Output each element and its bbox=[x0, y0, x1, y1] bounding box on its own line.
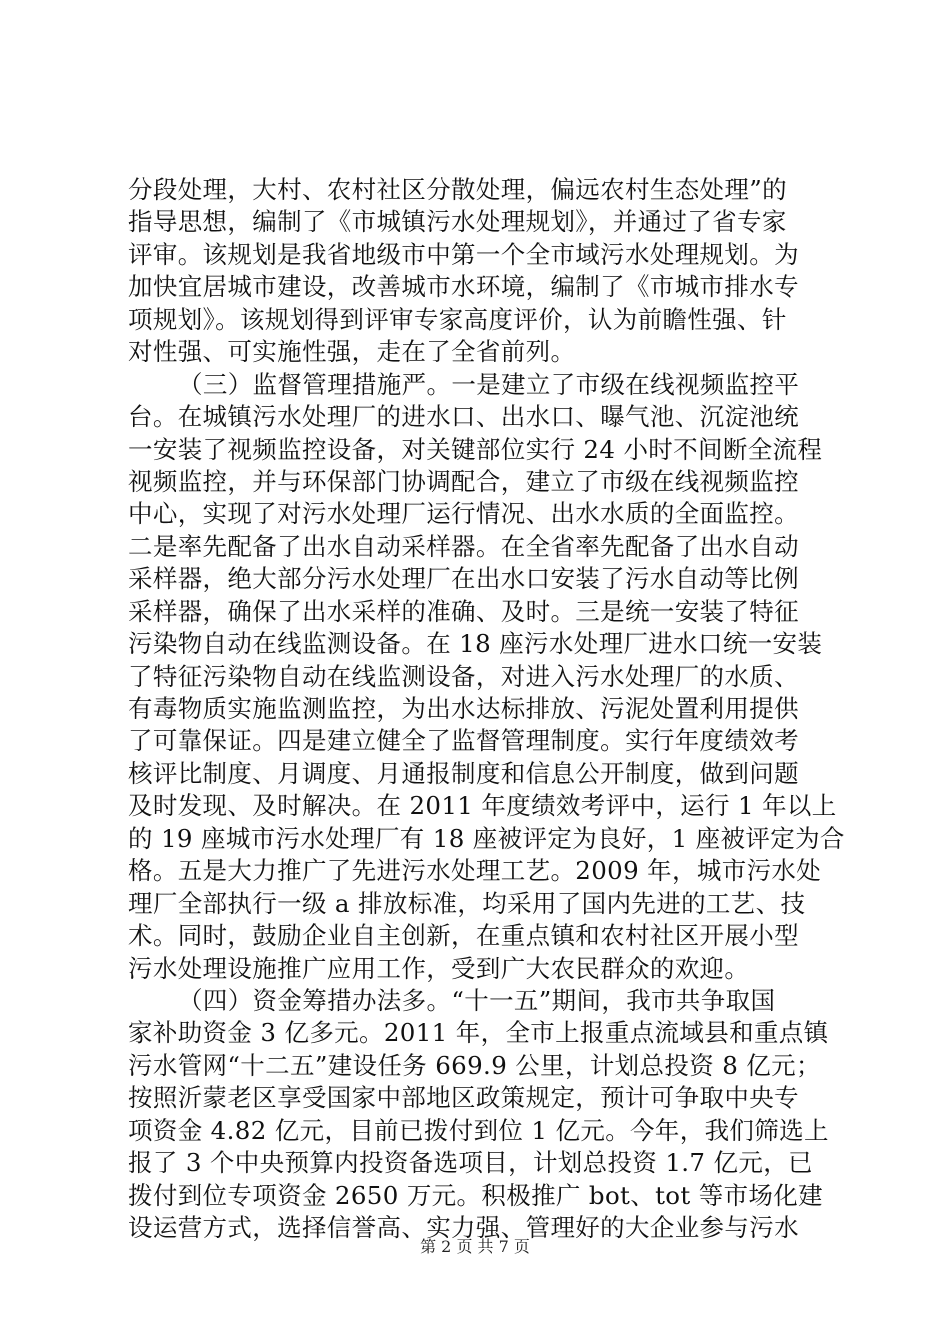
text-line: 中心，实现了对污水处理厂运行情况、出水水质的全面监控。 bbox=[128, 499, 799, 529]
text-line: 的 19 座城市污水处理厂有 18 座被评定为良好，1 座被评定为合 bbox=[128, 823, 845, 853]
text-line: 格。五是大力推广了先进污水处理工艺。2009 年，城市污水处 bbox=[128, 856, 822, 886]
text-line: 理厂全部执行一级 a 排放标准，均采用了国内先进的工艺、技 bbox=[128, 888, 806, 918]
text-line: 二是率先配备了出水自动采样器。在全省率先配备了出水自动 bbox=[128, 531, 799, 561]
text-line: 及时发现、及时解决。在 2011 年度绩效考评中，运行 1 年以上 bbox=[128, 791, 837, 821]
text-line: 台。在城镇污水处理厂的进水口、出水口、曝气池、沉淀池统 bbox=[128, 402, 799, 432]
text-line: 采样器，确保了出水采样的准确、及时。三是统一安装了特征 bbox=[128, 596, 799, 626]
page-footer: 第 2 页 共 7 页 bbox=[420, 1237, 530, 1256]
text-line: 采样器，绝大部分污水处理厂在出水口安装了污水自动等比例 bbox=[128, 564, 799, 594]
text-line: 项规划》。该规划得到评审专家高度评价，认为前瞻性强、针 bbox=[128, 304, 787, 334]
text-line: 污水处理设施推广应用工作，受到广大农民群众的欢迎。 bbox=[128, 953, 750, 983]
text-line: 有毒物质实施监测监控，为出水达标排放、污泥处置利用提供 bbox=[128, 694, 799, 723]
text-line: 了可靠保证。四是建立健全了监督管理制度。实行年度绩效考 bbox=[128, 726, 799, 756]
text-line: 家补助资金 3 亿多元。2011 年，全市上报重点流域县和重点镇 bbox=[128, 1018, 829, 1048]
text-line: 设运营方式，选择信誉高、实力强、管理好的大企业参与污水 bbox=[128, 1213, 799, 1242]
text-line: 核评比制度、月调度、月通报制度和信息公开制度，做到问题 bbox=[128, 758, 799, 788]
text-line: （三）监督管理措施严。一是建立了市级在线视频监控平 bbox=[178, 369, 800, 399]
text-line: 污染物自动在线监测设备。在 18 座污水处理厂进水口统一安装 bbox=[128, 629, 823, 659]
text-line: 按照沂蒙老区享受国家中部地区政策规定，预计可争取中央专 bbox=[128, 1083, 799, 1113]
text-line: 报了 3 个中央预算内投资备选项目，计划总投资 1.7 亿元，已 bbox=[128, 1148, 813, 1178]
text-line: 分段处理，大村、农村社区分散处理，偏远农村生态处理”的 bbox=[128, 175, 787, 204]
text-line: 了特征污染物自动在线监测设备，对进入污水处理厂的水质、 bbox=[128, 661, 799, 691]
text-line: 指导思想，编制了《市城镇污水处理规划》，并通过了省专家 bbox=[128, 207, 787, 237]
text-line: 加快宜居城市建设，改善城市水环境，编制了《市城市排水专 bbox=[128, 272, 799, 302]
text-line: 污水管网“十二五”建设任务 669.9 公里，计划总投资 8 亿元； bbox=[128, 1050, 821, 1080]
text-line: 评审。该规划是我省地级市中第一个全市域污水处理规划。为 bbox=[128, 239, 799, 269]
text-line: 拨付到位专项资金 2650 万元。积极推广 bot、tot 等市场化建 bbox=[128, 1180, 823, 1210]
body-text bbox=[128, 174, 845, 1244]
text-line: （四）资金筹措办法多。“十一五”期间，我市共争取国 bbox=[178, 985, 776, 1015]
text-line: 术。同时，鼓励企业自主创新，在重点镇和农村社区开展小型 bbox=[128, 921, 799, 951]
text-line: 一安装了视频监控设备，对关键部位实行 24 小时不间断全流程 bbox=[128, 434, 823, 464]
text-line: 对性强、可实施性强，走在了全省前列。 bbox=[128, 337, 576, 367]
text-line: 视频监控，并与环保部门协调配合，建立了市级在线视频监控 bbox=[128, 466, 799, 496]
text-line: 项资金 4.82 亿元，目前已拨付到位 1 亿元。今年，我们筛选上 bbox=[128, 1115, 829, 1145]
